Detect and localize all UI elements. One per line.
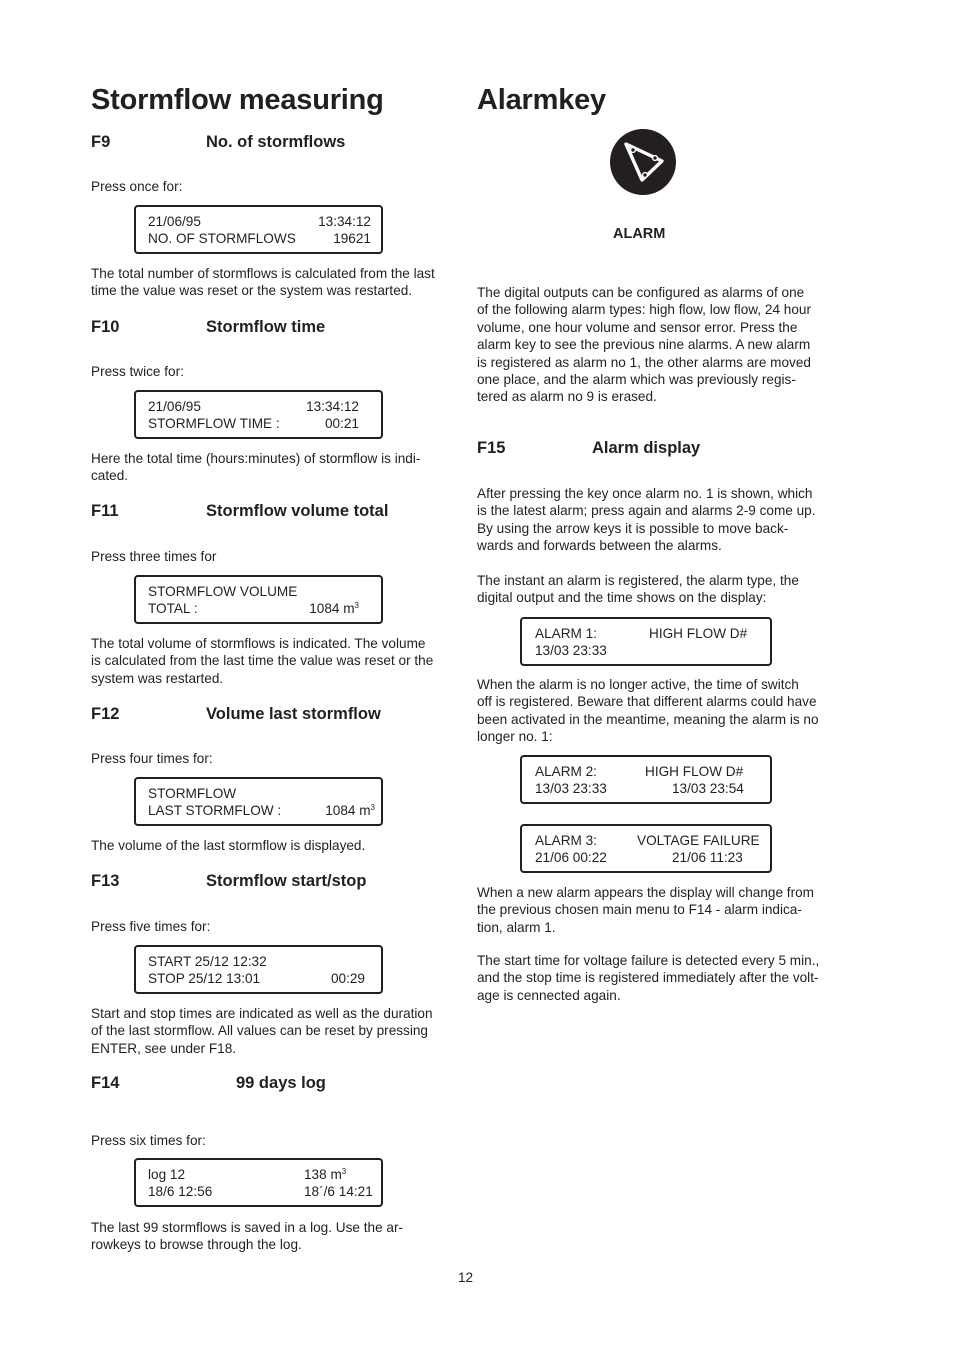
section-code: F9: [91, 133, 111, 151]
display-line2-right: 19621: [333, 231, 371, 246]
section-code: F15: [477, 439, 506, 457]
superscript-3: 3: [341, 1167, 347, 1176]
display-line2-right: 00:21: [324, 416, 359, 431]
display-line1-left: 21/06/95: [148, 214, 201, 229]
section-name: Stormflow start/stop: [206, 872, 367, 890]
text-line: When the alarm is no longer active, the time of switch: [477, 677, 799, 692]
alarm-intro: [477, 284, 849, 406]
display-line2-right: [309, 601, 359, 617]
section-code: F13: [91, 872, 120, 890]
lcd-display-f14: [134, 1158, 383, 1207]
alarm-paragraph-2: [477, 572, 849, 607]
press-instruction: Press six times for:: [91, 1133, 206, 1148]
display-line1-left: STORMFLOW: [148, 786, 237, 801]
section-name: Stormflow time: [206, 318, 326, 336]
section-heading-f15: [477, 439, 847, 459]
display-line2-left: 21/06 00:22: [535, 850, 607, 865]
display-line1-left: log 12: [148, 1167, 186, 1182]
text-line: is registered as alarm no 1, the other alarms are moved: [477, 354, 811, 370]
section-name: No. of stormflows: [206, 133, 346, 151]
section-code: F10: [91, 318, 120, 336]
text-line: off is registered. Beware that different alarms could have: [477, 694, 817, 710]
text-line: The total volume of stormflows is indicated. The volume: [91, 636, 426, 651]
description-f13: [91, 1005, 463, 1057]
display-line2-right: 21/06 11:23: [672, 850, 743, 865]
description-f14: [91, 1219, 463, 1254]
text-line: The total number of stormflows is calculated from the last: [91, 266, 435, 281]
section-name: Alarm display: [592, 439, 701, 457]
superscript-3: 3: [354, 601, 359, 610]
text-line: The digital outputs can be configured as alarms of one: [477, 285, 805, 300]
superscript-3: 3: [370, 803, 375, 812]
text-line: The volume of the last stormflow is displayed.: [91, 838, 366, 853]
alarm-paragraph-4: [477, 884, 849, 936]
lcd-display-alarm-3: [520, 824, 772, 873]
text-line: cated.: [91, 468, 129, 484]
text-line: system was restarted.: [91, 670, 224, 686]
display-line2-left: STOP 25/12 13:01: [148, 971, 261, 986]
text-line: been activated in the meantime, meaning the alarm is no: [477, 711, 819, 727]
text-line: volume, one hour volume and sensor error. Press the: [477, 319, 798, 335]
text-line: ENTER, see under F18.: [91, 1040, 237, 1056]
text-line: When a new alarm appears the display will change from: [477, 885, 814, 900]
text-line: wards and forwards between the alarms.: [477, 538, 722, 554]
alarm-paragraph-1: [477, 485, 849, 555]
section-code: F11: [91, 502, 119, 520]
alarm-key-label: ALARM: [613, 226, 666, 242]
display-line2-right: [325, 803, 375, 819]
text-line: The instant an alarm is registered, the alarm type, the: [477, 573, 799, 588]
text-line: longer no. 1:: [477, 729, 553, 745]
text-line: tion, alarm 1.: [477, 919, 556, 935]
text-line: digital output and the time shows on the display:: [477, 590, 767, 606]
display-line2-right: 00:29: [330, 971, 365, 986]
display-line1-right: VOLTAGE FAILURE: [637, 833, 760, 848]
text-line: one place, and the alarm which was previously regis-: [477, 372, 796, 388]
section-heading-f14: [91, 1074, 461, 1094]
alarm-paragraph-3: [477, 676, 849, 746]
description-f11: [91, 635, 463, 687]
lcd-display-f12: [134, 777, 383, 826]
alarmkey-title: Alarmkey: [477, 84, 606, 116]
page-title: Stormflow measuring: [91, 84, 384, 116]
display-line1-right: HIGH FLOW D#: [645, 764, 744, 779]
display-line1-left: ALARM 1:: [535, 626, 597, 641]
description-f10: [91, 450, 463, 485]
display-line1-right: 13:34:12: [318, 214, 371, 229]
text-line: By using the arrow keys it is possible to move back-: [477, 520, 789, 536]
press-instruction: Press three times for: [91, 549, 217, 564]
section-code: F14: [91, 1074, 120, 1092]
text-line: of the following alarm types: high flow, low flow, 24 hour: [477, 302, 811, 318]
display-line1-left: START 25/12 12:32: [148, 954, 267, 969]
description-f12: [91, 837, 463, 854]
text-line: the previous chosen main menu to F14 - alarm indica-: [477, 902, 802, 918]
text-line: The start time for voltage failure is detected every 5 min.,: [477, 953, 820, 968]
display-line1-left: STORMFLOW VOLUME: [148, 584, 298, 599]
description-f9: [91, 265, 463, 300]
volume-value: 1084 m: [309, 601, 355, 616]
press-instruction: Press five times for:: [91, 919, 211, 934]
text-line: age is cennected again.: [477, 987, 621, 1003]
section-heading-f13: [91, 872, 461, 892]
lcd-display-f11: [134, 575, 383, 624]
display-line2-right: 13/03 23:54: [672, 781, 744, 796]
section-heading-f12: [91, 705, 461, 725]
text-line: and the stop time is registered immediately after the volt-: [477, 970, 819, 986]
text-line: rowkeys to browse through the log.: [91, 1237, 302, 1253]
text-line: tered as alarm no 9 is erased.: [477, 389, 657, 405]
display-line1-right: [304, 1167, 346, 1183]
display-line2-left: STORMFLOW TIME :: [148, 416, 280, 431]
text-line: of the last stormflow. All values can be reset by pressing: [91, 1023, 428, 1039]
display-line2-left: NO. OF STORMFLOWS: [148, 231, 296, 246]
text-line: Start and stop times are indicated as well as the duration: [91, 1006, 433, 1021]
press-instruction: Press twice for:: [91, 364, 184, 379]
display-line2-right: 18´/6 14:21: [304, 1184, 373, 1199]
text-line: alarm key to see the previous nine alarms. A new alarm: [477, 337, 811, 353]
display-line2-left: 13/03 23:33: [535, 643, 607, 658]
display-line2-left: 18/6 12:56: [148, 1184, 213, 1199]
volume-value: 1084 m: [325, 803, 371, 818]
text-line: is calculated from the last time the value was reset or the: [91, 653, 434, 669]
alarm-key-icon: [609, 128, 677, 196]
display-line2-left: 13/03 23:33: [535, 781, 607, 796]
press-instruction: Press once for:: [91, 179, 183, 194]
section-name: Stormflow volume total: [206, 502, 389, 520]
display-line1-right: 13:34:12: [306, 399, 359, 414]
section-heading-f9: [91, 133, 461, 153]
text-line: time the value was reset or the system was restarted.: [91, 283, 413, 299]
display-line2-left: TOTAL :: [148, 601, 198, 616]
alarm-paragraph-5: [477, 952, 849, 1004]
text-line: is the latest alarm; press again and alarms 2-9 come up.: [477, 503, 816, 519]
section-heading-f10: [91, 318, 461, 338]
section-name: 99 days log: [236, 1074, 326, 1092]
lcd-display-alarm-2: [520, 755, 772, 804]
log-volume: 138 m: [304, 1167, 342, 1182]
display-line1-left: ALARM 3:: [535, 833, 597, 848]
display-line1-left: 21/06/95: [148, 399, 201, 414]
section-heading-f11: [91, 502, 461, 522]
lcd-display-f13: [134, 945, 383, 994]
text-line: After pressing the key once alarm no. 1 is shown, which: [477, 486, 813, 501]
text-line: Here the total time (hours:minutes) of stormflow is indi-: [91, 451, 421, 466]
display-line2-left: LAST STORMFLOW :: [148, 803, 282, 818]
lcd-display-f9: [134, 205, 383, 254]
section-name: Volume last stormflow: [206, 705, 381, 723]
lcd-display-alarm-1: [520, 617, 772, 666]
display-line1-left: ALARM 2:: [535, 764, 597, 779]
press-instruction: Press four times for:: [91, 751, 213, 766]
section-code: F12: [91, 705, 120, 723]
text-line: The last 99 stormflows is saved in a log. Use the ar-: [91, 1220, 404, 1235]
display-line1-right: HIGH FLOW D#: [649, 626, 748, 641]
page-number: 12: [458, 1270, 474, 1285]
lcd-display-f10: [134, 390, 383, 439]
